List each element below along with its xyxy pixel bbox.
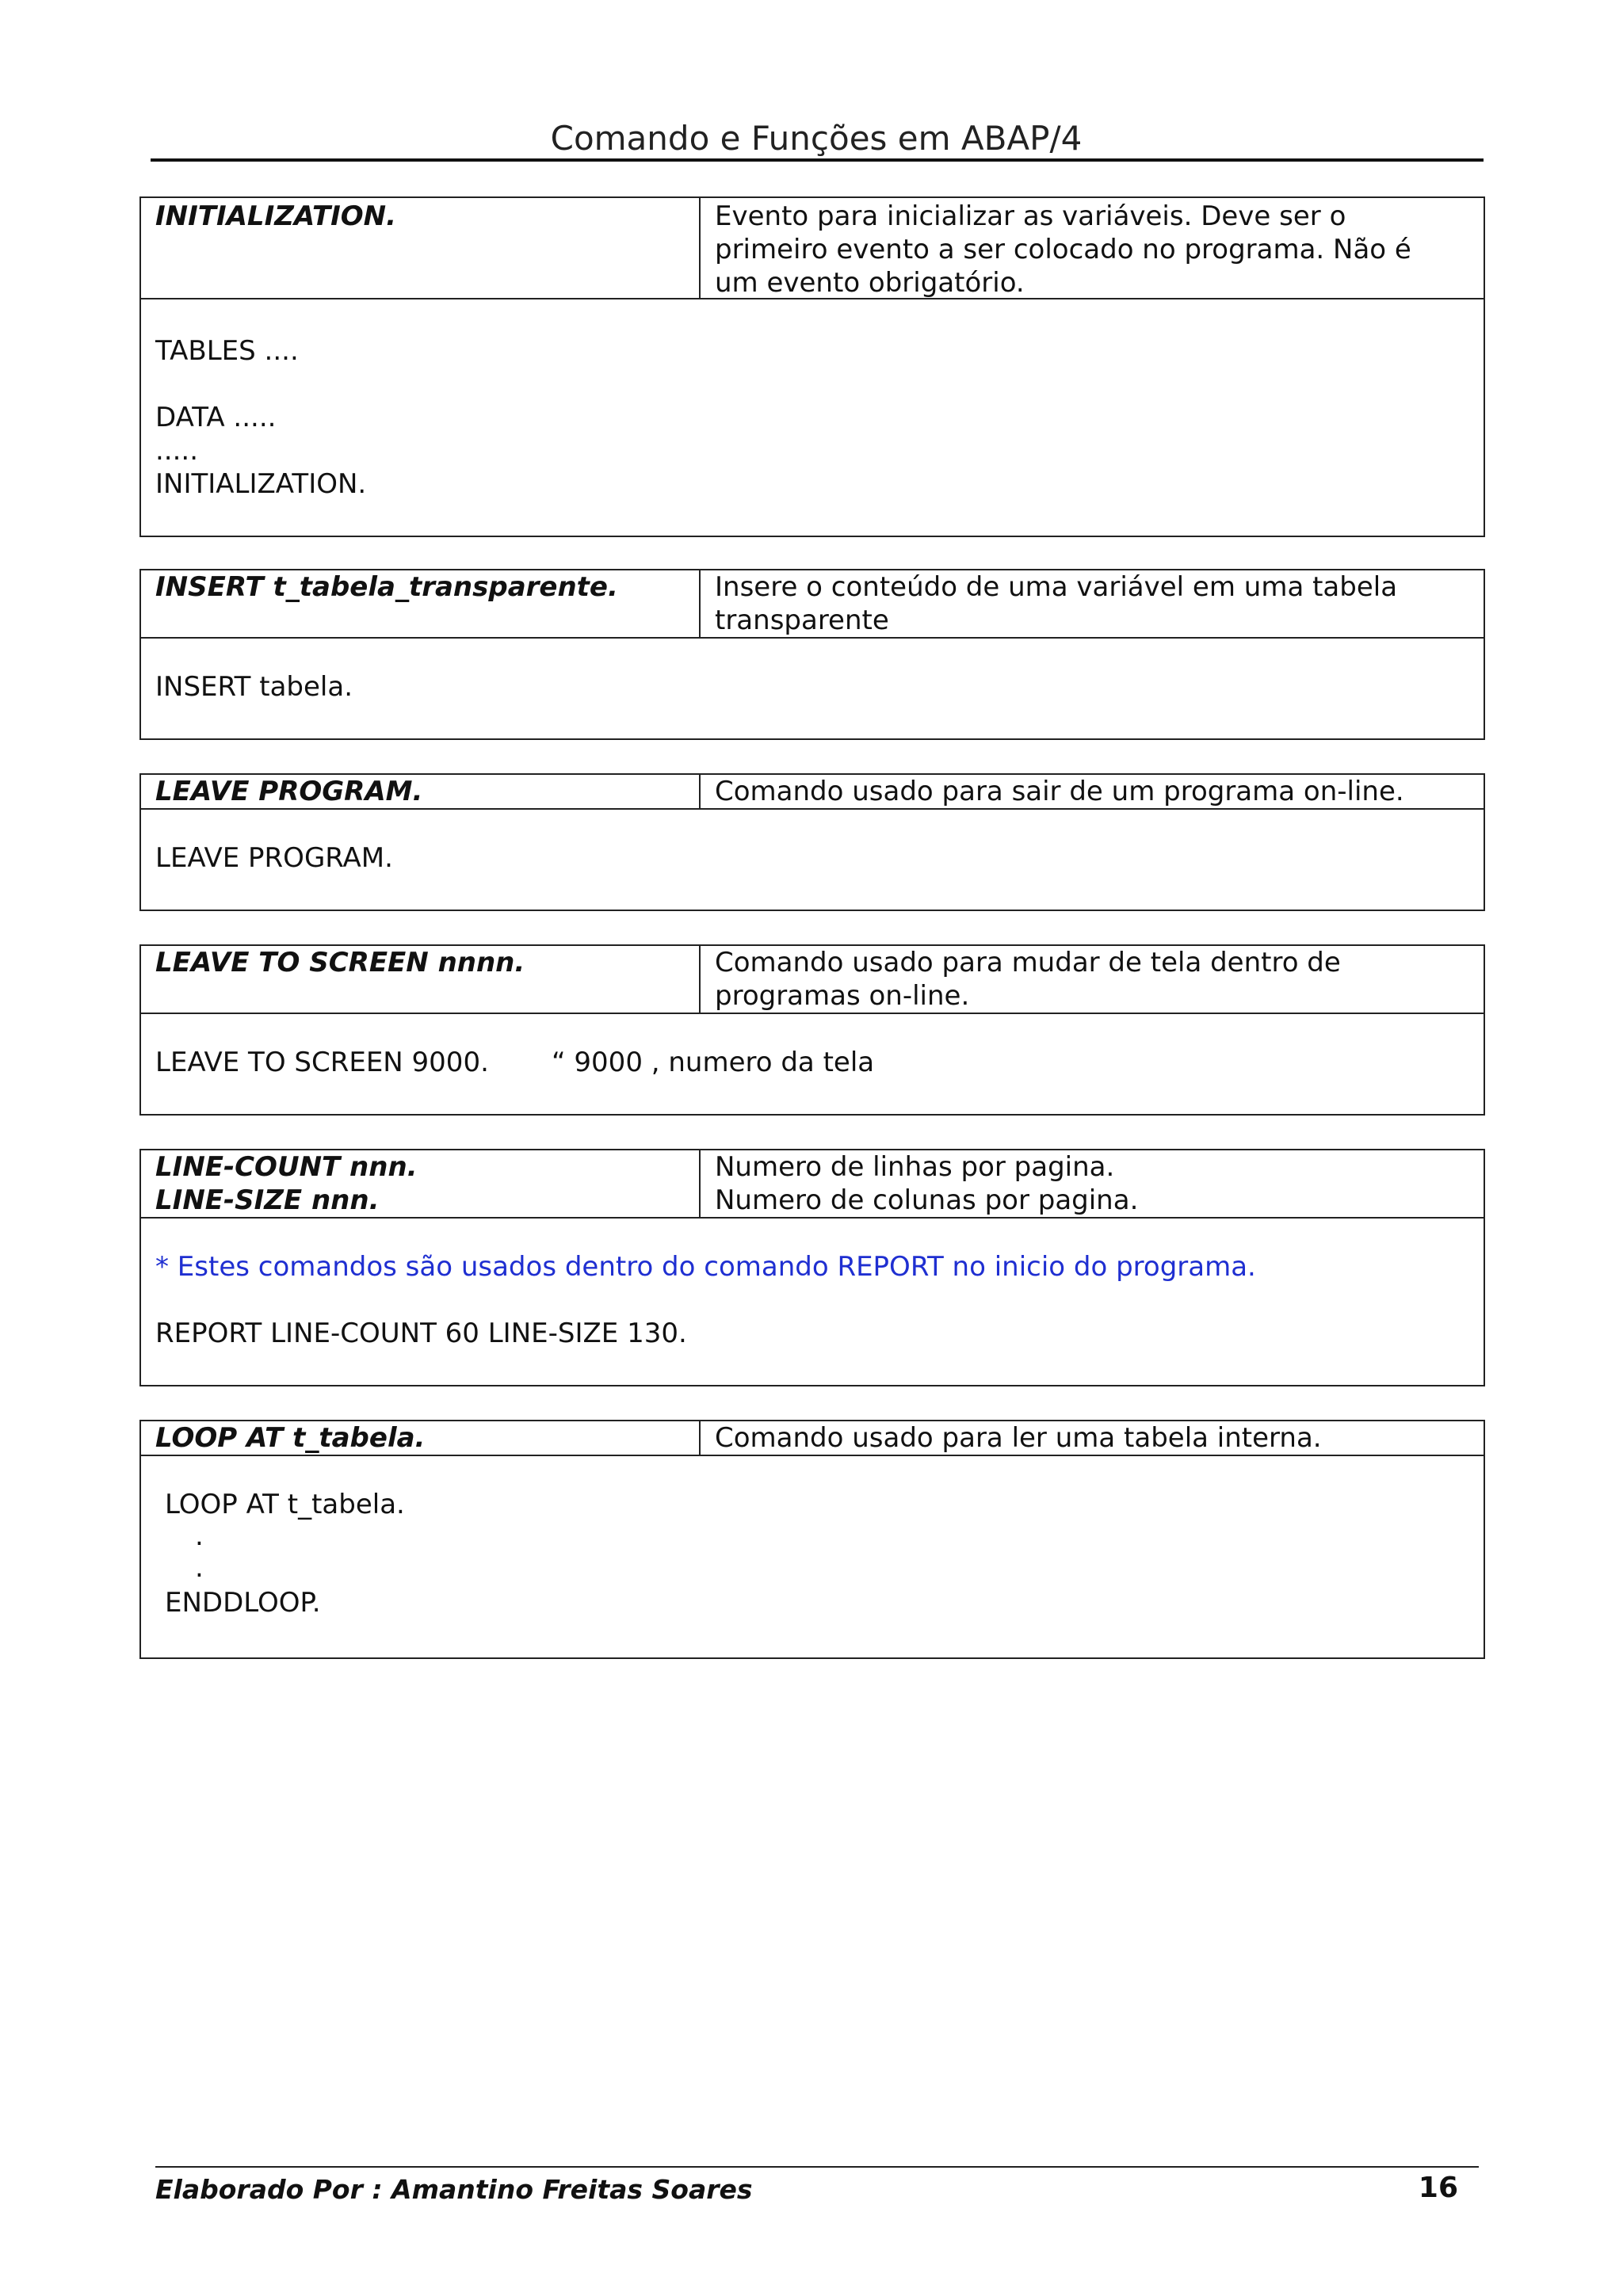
page-number: 16 [1418, 2172, 1458, 2204]
command-line: LEAVE PROGRAM. [155, 776, 423, 807]
command-name [141, 1150, 701, 1217]
command-line: INITIALIZATION. [155, 200, 397, 232]
command-name [141, 570, 701, 637]
code-line: LEAVE PROGRAM. [155, 842, 393, 874]
code-line: REPORT LINE-COUNT 60 LINE-SIZE 130. [155, 1318, 687, 1349]
entry-head [141, 570, 1484, 639]
header-rule [151, 158, 1484, 162]
command-line: LINE-COUNT nnn. [155, 1151, 418, 1183]
description-line: Evento para inicializar as variáveis. Deve ser o [715, 200, 1346, 232]
entry-example [141, 810, 1484, 910]
description-line: Numero de colunas por pagina. [715, 1184, 1139, 1216]
code-line: LEAVE TO SCREEN 9000. [155, 1047, 489, 1078]
command-line: LEAVE TO SCREEN nnnn. [155, 947, 525, 978]
description-line: Comando usado para sair de um programa on-line. [715, 776, 1404, 807]
description-line: um evento obrigatório. [715, 267, 1025, 299]
description-line: primeiro evento a ser colocado no programa. Não é [715, 234, 1411, 265]
command-entry-loop-at [139, 1420, 1485, 1659]
command-name [141, 198, 701, 298]
description-line: transparente [715, 605, 889, 636]
command-line: LINE-SIZE nnn. [155, 1184, 380, 1216]
command-entry-leave-to-screen [139, 944, 1485, 1116]
code-line: DATA ..... [155, 402, 277, 433]
entry-head [141, 1421, 1484, 1456]
entry-head [141, 946, 1484, 1014]
command-description [701, 1421, 1484, 1455]
code-line: TABLES .... [155, 335, 299, 367]
description-line: Insere o conteúdo de uma variável em uma tabela [715, 571, 1398, 603]
footer-rule [155, 2166, 1479, 2168]
command-name [141, 1421, 701, 1455]
command-name [141, 946, 701, 1013]
command-entry-leave-program [139, 773, 1485, 911]
code-line: ..... [155, 435, 199, 467]
description-line: Numero de linhas por pagina. [715, 1151, 1115, 1183]
command-description [701, 198, 1484, 298]
footer-author: Elaborado Por : Amantino Freitas Soares [155, 2174, 753, 2205]
entry-example [141, 1456, 1484, 1657]
page-header-title: Comando e Funções em ABAP/4 [550, 119, 1083, 158]
entry-head [141, 775, 1484, 810]
code-line: INSERT tabela. [155, 671, 353, 703]
description-line: Comando usado para mudar de tela dentro de [715, 947, 1341, 978]
command-line: LOOP AT t_tabela. [155, 1422, 426, 1454]
entry-example [141, 1014, 1484, 1114]
command-description [701, 775, 1484, 808]
usage-note: * Estes comandos são usados dentro do comando REPORT no inicio do programa. [155, 1251, 1256, 1283]
entry-example [141, 639, 1484, 738]
entry-example [141, 299, 1484, 536]
entry-head [141, 1150, 1484, 1219]
command-entry-initialization [139, 196, 1485, 537]
command-description [701, 1150, 1484, 1217]
code-line: INITIALIZATION. [155, 468, 367, 500]
entry-head [141, 198, 1484, 299]
code-line: LOOP AT t_tabela. [165, 1489, 405, 1520]
code-line: . [195, 1552, 204, 1584]
description-line: programas on-line. [715, 980, 970, 1012]
command-line: INSERT t_tabela_transparente. [155, 571, 618, 603]
code-line: ENDDLOOP. [165, 1587, 321, 1619]
code-line: . [195, 1520, 204, 1552]
entry-example [141, 1219, 1484, 1385]
description-line: Comando usado para ler uma tabela interna. [715, 1422, 1322, 1454]
command-entry-line-count-size [139, 1149, 1485, 1386]
command-name [141, 775, 701, 808]
command-entry-insert [139, 569, 1485, 740]
command-description [701, 570, 1484, 637]
command-description [701, 946, 1484, 1013]
code-comment: “ 9000 , numero da tela [552, 1047, 875, 1078]
